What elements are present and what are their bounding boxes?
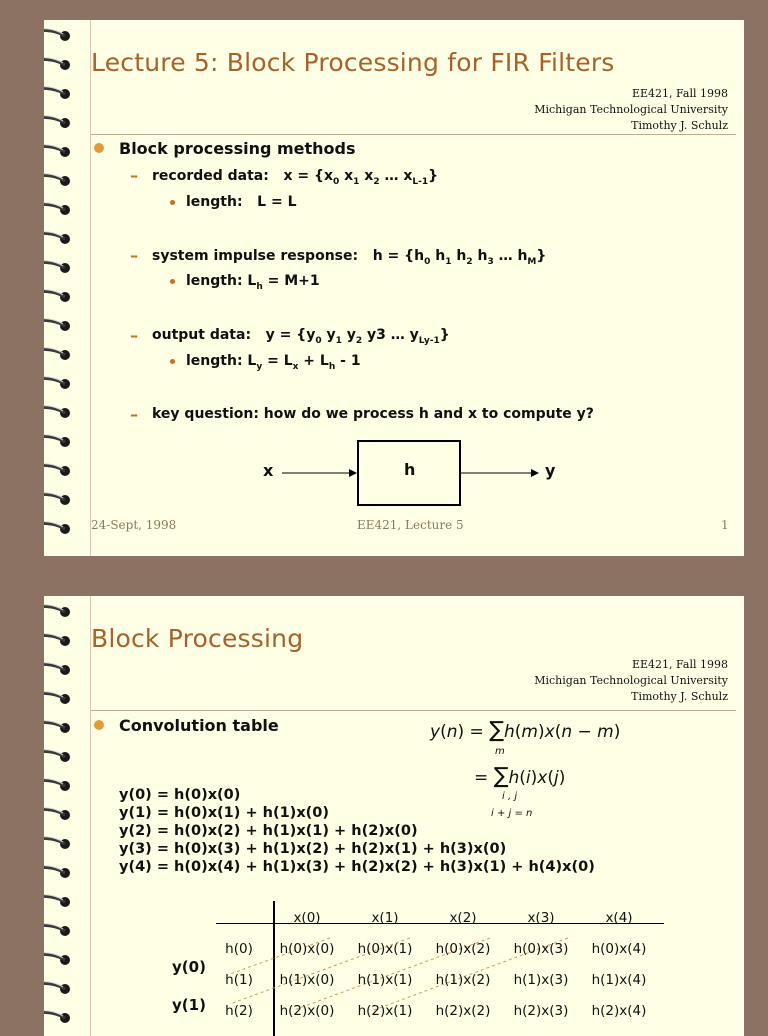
equation-y2: y(2) = h(0)x(2) + h(1)x(1) + h(2)x(0) [119, 823, 418, 839]
recorded-data-line: recorded data: $x = \{x_0$ $x_1$ $x_2$ … $x_{L-1}$} [152, 168, 439, 187]
table-header-row [210, 902, 658, 933]
dash-icon: – [130, 405, 138, 424]
table-row [210, 964, 658, 995]
margin-line [90, 20, 91, 556]
table-cell: h(0)x(0) [279, 940, 335, 957]
impulse-response-line: system impulse response: $h = \{h_0$ $h_1$ $h_2$ $h_3$ … $h_M$} [152, 248, 547, 267]
recorded-data-label: recorded data: [152, 168, 269, 184]
column-header: x(3) [527, 909, 555, 926]
equation-y4: y(4) = h(0)x(4) + h(1)x(3) + h(2)x(2) + h(3)x(1) + h(4)x(0) [119, 859, 595, 875]
bullet-block-processing: Block processing methods [119, 139, 356, 158]
table-cell: h(1)x(2) [435, 971, 491, 988]
dash-icon: – [130, 246, 138, 265]
diagram-output-label: y [545, 461, 556, 480]
footer-lecture: EE421, Lecture 5 [357, 518, 464, 532]
slide-1 [44, 20, 744, 556]
output-length-line: length: $L_y = L_x + L_h - 1$ [186, 353, 361, 372]
equation-y0: y(0) = h(0)x(0) [119, 787, 241, 803]
author-label: Timothy J. Schulz [631, 119, 728, 132]
sub-bullet-icon [170, 279, 175, 284]
output-length-label: length: [186, 353, 243, 369]
table-cell: h(2)x(0) [279, 1002, 335, 1019]
header-divider [91, 134, 736, 135]
convolution-formula-1: y(n) = ∑h(m)x(n − m) [430, 718, 621, 743]
table-cell: h(0)x(1) [357, 940, 413, 957]
bullet-convolution-table: Convolution table [119, 716, 279, 735]
slide-title: Lecture 5: Block Processing for FIR Filters [91, 48, 615, 77]
footer-page-number: 1 [721, 518, 729, 532]
impulse-length-eq: = M+1 [267, 273, 320, 289]
table-cell: h(1)x(0) [279, 971, 335, 988]
impulse-length-label: length: [186, 273, 243, 289]
sub-bullet-icon [170, 359, 175, 364]
sum-index-ij: i , j [502, 791, 518, 802]
convolution-formula-2: = ∑h(i)x(j) [474, 764, 566, 789]
row-header: h(2) [225, 1002, 253, 1019]
recorded-data-formula: x = {x [283, 168, 333, 184]
diagram-block-label: h [404, 460, 416, 479]
diagram-input-label: x [263, 461, 274, 480]
slide-header-info [534, 86, 728, 134]
equation-y1: y(1) = h(0)x(1) + h(1)x(0) [119, 805, 330, 821]
slide-2 [44, 596, 744, 1036]
row-header: h(0) [225, 940, 253, 957]
table-cell: h(0)x(4) [591, 940, 647, 957]
dash-icon: – [130, 326, 138, 345]
table-cell: h(2)x(2) [435, 1002, 491, 1019]
equation-y3: y(3) = h(0)x(3) + h(1)x(2) + h(2)x(1) + h(3)x(0) [119, 841, 507, 857]
university-label: Michigan Technological University [534, 103, 728, 116]
bullet-dot-icon [94, 143, 104, 153]
table-row [210, 995, 658, 1026]
table-cell: h(2)x(1) [357, 1002, 413, 1019]
university-label: Michigan Technological University [534, 674, 728, 687]
slide-title: Block Processing [91, 624, 304, 653]
row-header: h(1) [225, 971, 253, 988]
convolution-table [210, 902, 658, 1026]
sum-constraint: i + j = n [491, 808, 533, 819]
table-cell: h(2)x(3) [513, 1002, 569, 1019]
recorded-length-label: length: [186, 194, 243, 210]
dash-icon: – [130, 166, 138, 185]
table-cell: h(0)x(3) [513, 940, 569, 957]
author-label: Timothy J. Schulz [631, 690, 728, 703]
column-header: x(4) [605, 909, 633, 926]
sub-bullet-icon [170, 200, 175, 205]
recorded-length-eq: L = L [257, 194, 297, 210]
diag-label-y1: y(1) [172, 996, 206, 1014]
column-header: x(1) [371, 909, 399, 926]
table-cell: h(2)x(4) [591, 1002, 647, 1019]
table-cell: h(1)x(3) [513, 971, 569, 988]
course-label: EE421, Fall 1998 [631, 658, 728, 671]
output-data-label: output data: [152, 327, 252, 343]
column-header: x(2) [449, 909, 477, 926]
impulse-response-label: system impulse response: [152, 248, 359, 264]
spiral-binding-icon [44, 20, 134, 556]
table-cell: h(1)x(1) [357, 971, 413, 988]
output-data-line: output data: $y = \{y_0$ $y_1$ $y_2$ y3 … $y_{Ly-1}$} [152, 327, 450, 346]
recorded-length-line [186, 194, 297, 210]
impulse-response-formula: h = {h [372, 248, 425, 264]
impulse-length-line: length: $L_h = M+1$ [186, 273, 320, 292]
table-row [210, 933, 658, 964]
diag-label-y0: y(0) [172, 958, 206, 976]
column-header: x(0) [293, 909, 321, 926]
key-question: key question: how do we process h and x to compute y? [152, 406, 594, 422]
output-data-formula: y = {y [265, 327, 316, 343]
sum-index-m: m [495, 746, 505, 757]
table-cell: h(0)x(2) [435, 940, 491, 957]
course-label: EE421, Fall 1998 [631, 87, 728, 100]
table-cell: h(1)x(4) [591, 971, 647, 988]
footer-date: 24-Sept, 1998 [91, 518, 177, 532]
